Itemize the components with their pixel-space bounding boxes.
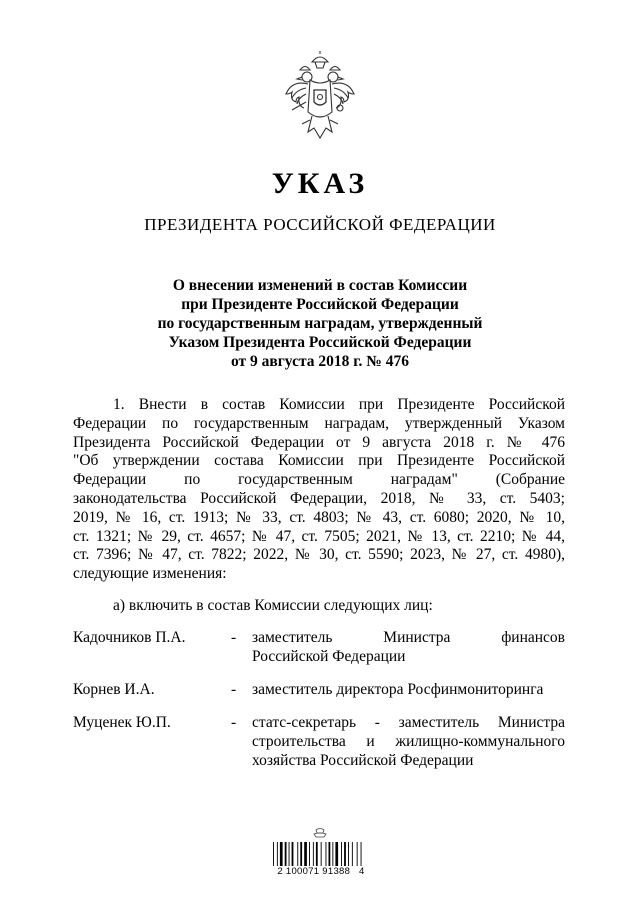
member-dash: -	[231, 714, 237, 731]
member-name: Кадочников П.А.	[73, 629, 186, 646]
document-title: УКАЗ	[271, 167, 369, 200]
barcode-bar	[352, 842, 353, 866]
member-role	[252, 681, 565, 700]
heading-line: О внесении изменений в состав Комиссии	[172, 277, 468, 294]
barcode-bar	[300, 842, 302, 866]
member-name: Муценек Ю.П.	[73, 714, 171, 731]
member-role	[252, 714, 565, 770]
barcode-bar	[280, 842, 283, 866]
coat-of-arms-emblem	[282, 50, 358, 150]
subitem-a: а) включить в состав Комиссии следующих лиц:	[113, 597, 433, 614]
member-name: Корнев И.А.	[73, 681, 155, 698]
paragraph-line: законодательства Российской Федерации, 2018, № 33, ст. 5403;	[73, 489, 565, 507]
barcode-bar	[357, 842, 358, 866]
barcode-bar	[332, 842, 333, 866]
barcode-bar	[313, 842, 314, 866]
barcode-bar	[292, 842, 294, 866]
member-dash: -	[231, 681, 237, 698]
barcode-bar	[321, 842, 322, 866]
heading-line: при Президенте Российской Федерации	[181, 296, 459, 313]
barcode-bar	[316, 842, 318, 866]
role-line: статс-секретарь - заместитель Министра	[252, 714, 565, 731]
role-line: заместитель Министра финансов	[252, 629, 565, 646]
barcode-bar	[341, 842, 342, 866]
barcode-bar	[277, 842, 278, 866]
member-role	[252, 629, 565, 667]
barcode-mini-emblem-icon	[314, 829, 326, 838]
barcode-number: 2 100071 91388 4	[277, 866, 365, 877]
barcode-bar	[348, 842, 349, 866]
barcode-bar	[297, 842, 298, 866]
barcode-bar	[329, 842, 331, 866]
barcode-bar	[335, 842, 338, 866]
heading-line: от 9 августа 2018 г. № 476	[230, 353, 409, 370]
barcode-bar	[361, 842, 362, 866]
paragraph-line: 1. Внести в состав Комиссии при Президенте Российской	[113, 396, 565, 413]
decree-paragraph-1	[73, 396, 565, 584]
barcode-bar	[289, 842, 290, 866]
paragraph-line: Президента Российской Федерации от 9 августа 2018 г. № 476	[73, 433, 565, 451]
paragraph-line: "Об утверждении состава Комиссии при Президенте Российской	[73, 452, 565, 470]
role-line: Российской Федерации	[252, 647, 406, 665]
barcode-bar	[344, 842, 346, 866]
paragraph-line: Федерации по государственным наградам" (Собрание	[73, 471, 565, 489]
heading-line: Указом Президента Российской Федерации	[168, 334, 472, 351]
role-line: хозяйства Российской Федерации	[252, 751, 474, 769]
role-line: строительства и жилищно-коммунального	[252, 732, 565, 750]
barcode-bar	[285, 842, 287, 866]
member-dash: -	[231, 629, 237, 646]
paragraph-line: 2019, № 16, ст. 1913; № 33, ст. 4803; № 43, ст. 6080; 2020, № 10,	[73, 508, 565, 526]
document-subtitle: ПРЕЗИДЕНТА РОССИЙСКОЙ ФЕДЕРАЦИИ	[144, 215, 496, 234]
role-line: заместитель директора Росфинмониторинга	[252, 681, 544, 698]
barcode-bar	[304, 842, 307, 866]
paragraph-line: Федерации по государственным наградам, утвержденный Указом	[73, 414, 565, 432]
barcode-bar	[309, 842, 310, 866]
paragraph-line: ст. 1321; № 29, ст. 4657; № 47, ст. 7505; 2021, № 13, ст. 2210; № 44,	[73, 527, 565, 545]
paragraph-line: следующие изменения:	[73, 565, 227, 583]
barcode-bar	[273, 842, 274, 866]
barcode-bar	[326, 842, 327, 866]
paragraph-line: ст. 7396; № 47, ст. 7822; 2022, № 30, ст. 5590; 2023, № 27, ст. 4980),	[73, 546, 565, 564]
heading-line: по государственным наградам, утвержденный	[157, 315, 483, 332]
decree-heading	[120, 276, 520, 371]
